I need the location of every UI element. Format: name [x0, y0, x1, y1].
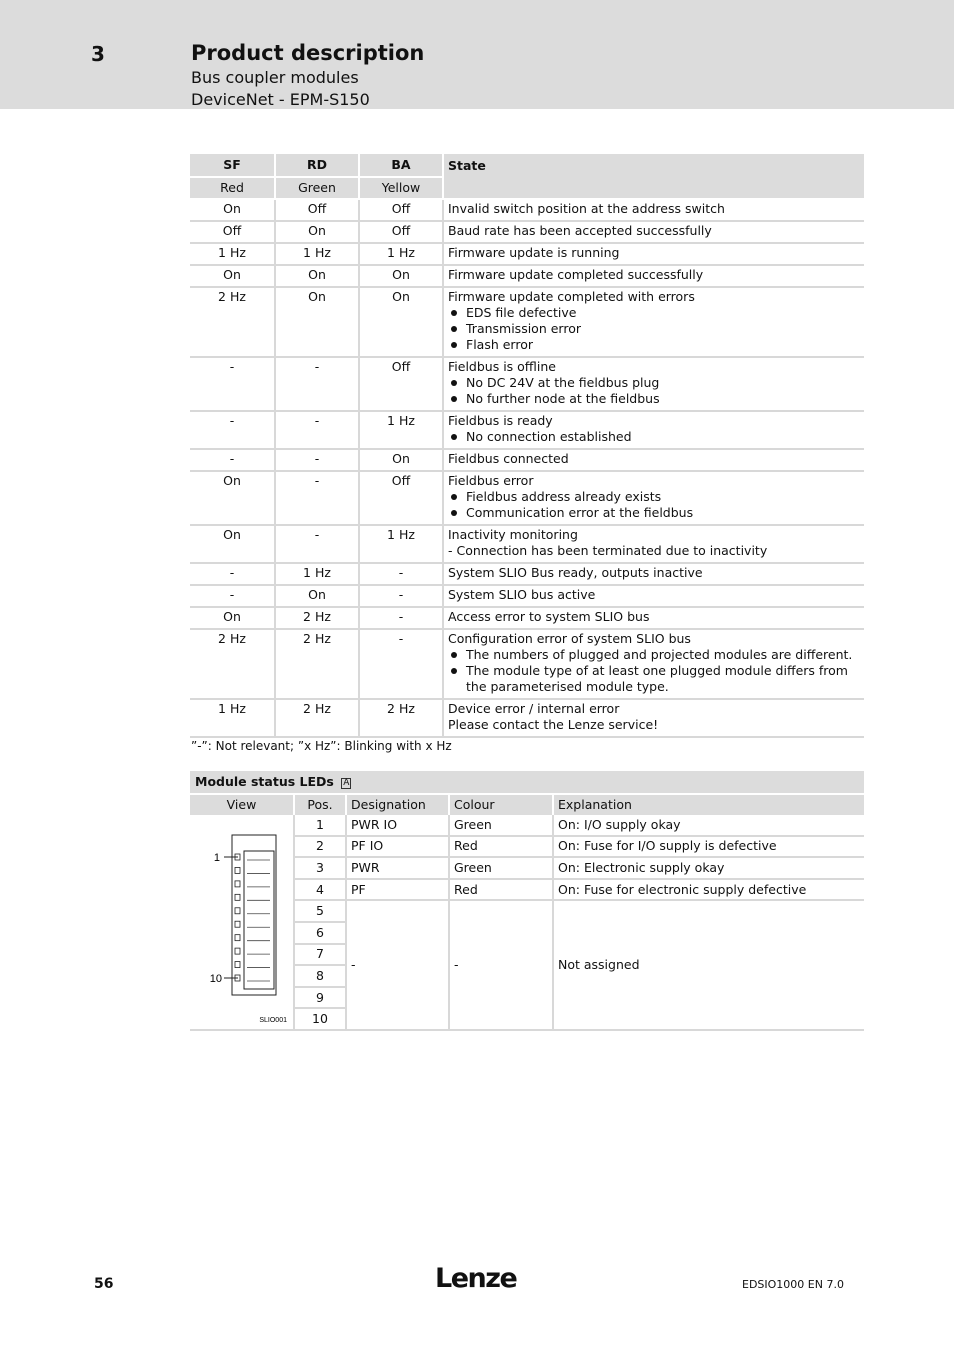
state-bullet-list [448, 375, 864, 407]
state-cell [443, 199, 864, 221]
led-position: 10 [294, 1008, 346, 1030]
led-table-body [190, 199, 864, 737]
led-ba-value: - [359, 585, 443, 607]
led-sf-value: - [190, 449, 275, 471]
state-cell [443, 699, 864, 737]
led-rd-value: 2 Hz [275, 629, 359, 699]
state-text-extra: - Connection has been terminated due to inactivity [448, 543, 768, 558]
colour-label-rd: Green [275, 177, 359, 199]
table-row [190, 265, 864, 287]
led-colour: Green [449, 815, 553, 836]
state-text: System SLIO Bus ready, outputs inactive [448, 565, 703, 580]
led-colour: Red [449, 879, 553, 901]
table-row [190, 199, 864, 221]
bullet-item: Fieldbus address already exists [448, 489, 864, 505]
led-designation: PF [346, 879, 449, 901]
table-row [190, 221, 864, 243]
led-colour: Red [449, 836, 553, 858]
led-ba-value: Off [359, 357, 443, 411]
led-position: 1 [294, 815, 346, 836]
led-explanation: Not assigned [553, 900, 864, 1030]
led-explanation: On: Electronic supply okay [553, 857, 864, 879]
led-sf-value: 1 Hz [190, 243, 275, 265]
led-ba-value: - [359, 563, 443, 585]
led-ba-value: On [359, 449, 443, 471]
led-ba-value: On [359, 287, 443, 357]
state-text-extra: Please contact the Lenze service! [448, 717, 659, 732]
led-rd-value: - [275, 449, 359, 471]
module-status-heading [190, 771, 864, 793]
bullet-item: Flash error [448, 337, 864, 353]
state-cell [443, 265, 864, 287]
section-subtitle-2: DeviceNet - EPM-S150 [191, 90, 370, 109]
led-ba-value: Off [359, 199, 443, 221]
led-sf-value: 2 Hz [190, 287, 275, 357]
led-rd-value: 1 Hz [275, 563, 359, 585]
led-position: 3 [294, 857, 346, 879]
module-table-body [190, 815, 864, 1030]
table-footnote: ”-”: Not relevant; ”x Hz”: Blinking with x Hz [191, 739, 452, 753]
table-row [190, 699, 864, 737]
state-text: Firmware update is running [448, 245, 620, 260]
state-cell [443, 607, 864, 629]
page-header [0, 0, 954, 109]
state-text: Invalid switch position at the address switch [448, 201, 725, 216]
state-cell [443, 449, 864, 471]
bullet-item: Communication error at the fieldbus [448, 505, 864, 521]
led-ba-value: 1 Hz [359, 525, 443, 563]
led-mark [235, 935, 240, 941]
state-cell [443, 585, 864, 607]
state-bullet-list [448, 489, 864, 521]
led-designation: PWR [346, 857, 449, 879]
led-position: 4 [294, 879, 346, 901]
led-mark [235, 894, 240, 900]
led-mark [235, 962, 240, 968]
table-row [190, 449, 864, 471]
state-bullet-list [448, 429, 864, 445]
table-row [190, 563, 864, 585]
state-cell [443, 243, 864, 265]
table-row [190, 357, 864, 411]
state-cell [443, 411, 864, 449]
colour-label-ba: Yellow [359, 177, 443, 199]
led-rd-value: 2 Hz [275, 607, 359, 629]
led-ba-value: 1 Hz [359, 243, 443, 265]
led-ba-value: Off [359, 221, 443, 243]
module-status-table [190, 795, 864, 1031]
led-sf-value: Off [190, 221, 275, 243]
colour-label-sf: Red [190, 177, 275, 199]
led-designation: - [346, 900, 449, 1030]
bullet-item: No connection established [448, 429, 864, 445]
led-rd-value: 2 Hz [275, 699, 359, 737]
led-sf-value: On [190, 199, 275, 221]
led-rd-value: On [275, 265, 359, 287]
led-rd-value: On [275, 585, 359, 607]
table-row [190, 585, 864, 607]
module-view-cell [190, 815, 294, 1030]
led-mark [235, 867, 240, 873]
column-header-explanation: Explanation [553, 795, 864, 815]
state-text: Fieldbus is ready [448, 413, 553, 428]
led-ba-value: On [359, 265, 443, 287]
bullet-item: EDS file defective [448, 305, 864, 321]
led-explanation: On: Fuse for electronic supply defective [553, 879, 864, 901]
led-mark [235, 948, 240, 954]
led-rd-value: On [275, 287, 359, 357]
led-position: 5 [294, 900, 346, 922]
state-text: Inactivity monitoring [448, 527, 578, 542]
led-position: 8 [294, 965, 346, 987]
led-mark [235, 921, 240, 927]
state-text: Fieldbus connected [448, 451, 569, 466]
led-sf-value: On [190, 471, 275, 525]
state-cell [443, 629, 864, 699]
state-cell [443, 563, 864, 585]
state-text: Firmware update completed successfully [448, 267, 704, 282]
led-ba-value: 2 Hz [359, 699, 443, 737]
column-header-sf: SF [190, 154, 275, 177]
led-designation: PWR IO [346, 815, 449, 836]
led-ba-value: - [359, 629, 443, 699]
table-row [190, 525, 864, 563]
bullet-item: No further node at the fieldbus [448, 391, 864, 407]
column-header-ba: BA [359, 154, 443, 177]
column-header-colour: Colour [449, 795, 553, 815]
table-row [190, 607, 864, 629]
led-rd-value: - [275, 525, 359, 563]
lenze-logo: Lenze [435, 1263, 517, 1294]
state-cell [443, 357, 864, 411]
led-explanation: On: I/O supply okay [553, 815, 864, 836]
state-text: Firmware update completed with errors [448, 289, 695, 304]
state-text: Device error / internal error [448, 701, 620, 716]
led-mark [235, 881, 240, 887]
led-sf-value: 1 Hz [190, 699, 275, 737]
chapter-title: Product description [191, 41, 425, 65]
led-rd-value: Off [275, 199, 359, 221]
table-row [190, 411, 864, 449]
led-sf-value: 2 Hz [190, 629, 275, 699]
view-label-last: 10 [209, 973, 222, 985]
state-bullet-list [448, 647, 864, 695]
figure-marker: A [343, 778, 350, 788]
bullet-item: The module type of at least one plugged module differs from the parameterised module type. [448, 663, 864, 695]
document-id: EDSIO1000 EN 7.0 [742, 1278, 844, 1291]
section-subtitle: Bus coupler modules [191, 68, 359, 87]
column-header-rd: RD [275, 154, 359, 177]
bullet-item: Transmission error [448, 321, 864, 337]
state-text: Configuration error of system SLIO bus [448, 631, 691, 646]
led-explanation: On: Fuse for I/O supply is defective [553, 836, 864, 858]
module-led-diagram [190, 815, 292, 1029]
state-text: Baud rate has been accepted successfully [448, 223, 712, 238]
led-sf-value: - [190, 563, 275, 585]
led-colour: - [449, 900, 553, 1030]
state-cell [443, 471, 864, 525]
led-sf-value: - [190, 585, 275, 607]
led-sf-value: - [190, 357, 275, 411]
led-mark [235, 908, 240, 914]
view-label-first: 1 [213, 852, 220, 864]
led-rd-value: 1 Hz [275, 243, 359, 265]
led-sf-value: On [190, 525, 275, 563]
state-text: Fieldbus error [448, 473, 534, 488]
led-ba-value: - [359, 607, 443, 629]
led-sf-value: On [190, 607, 275, 629]
state-cell [443, 287, 864, 357]
led-ba-value: Off [359, 471, 443, 525]
page-number: 56 [94, 1276, 114, 1292]
table-row [190, 243, 864, 265]
state-bullet-list [448, 305, 864, 353]
led-designation: PF IO [346, 836, 449, 858]
table-row [190, 287, 864, 357]
led-rd-value: - [275, 471, 359, 525]
state-cell [443, 525, 864, 563]
module-status-title: Module status LEDs [195, 774, 334, 789]
table-row [190, 815, 864, 836]
column-header-state: State [443, 154, 864, 199]
led-position: 7 [294, 944, 346, 966]
led-ba-value: 1 Hz [359, 411, 443, 449]
state-cell [443, 221, 864, 243]
led-rd-value: - [275, 411, 359, 449]
led-rd-value: - [275, 357, 359, 411]
chapter-number: 3 [91, 42, 105, 66]
figure-caption: SLIO001 [259, 1017, 287, 1024]
state-text: Fieldbus is offline [448, 359, 556, 374]
state-text: System SLIO bus active [448, 587, 596, 602]
column-header-designation: Designation [346, 795, 449, 815]
table-row [190, 471, 864, 525]
led-position: 9 [294, 987, 346, 1009]
column-header-view: View [190, 795, 294, 815]
table-row [190, 629, 864, 699]
led-colour: Green [449, 857, 553, 879]
led-sf-value: - [190, 411, 275, 449]
led-position: 6 [294, 922, 346, 944]
led-position: 2 [294, 836, 346, 858]
led-rd-value: On [275, 221, 359, 243]
led-sf-value: On [190, 265, 275, 287]
bullet-item: No DC 24V at the fieldbus plug [448, 375, 864, 391]
column-header-pos: Pos. [294, 795, 346, 815]
bullet-item: The numbers of plugged and projected modules are different. [448, 647, 864, 663]
state-text: Access error to system SLIO bus [448, 609, 650, 624]
led-status-table [190, 154, 864, 738]
